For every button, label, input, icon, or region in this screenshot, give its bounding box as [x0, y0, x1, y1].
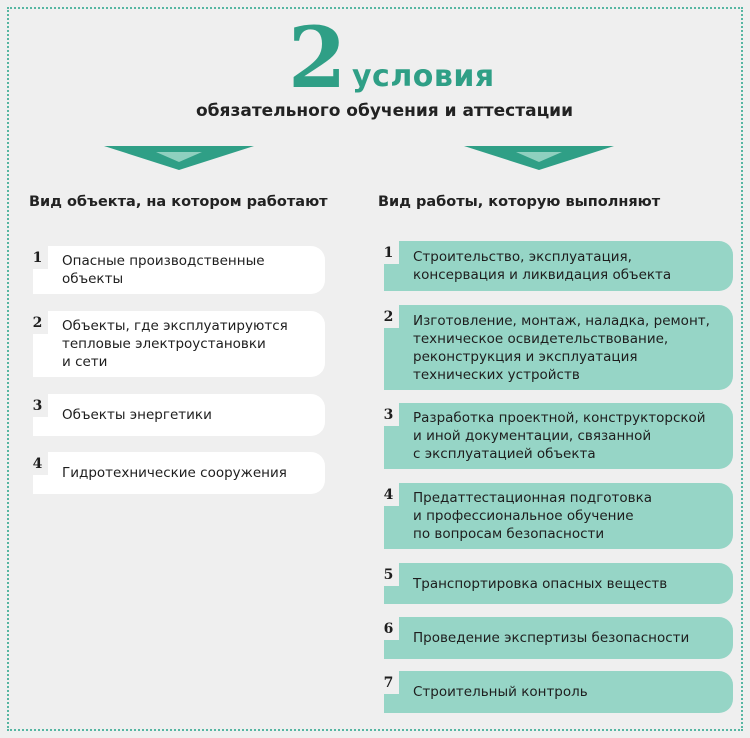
title-word: условия: [352, 59, 495, 94]
item-text: Опасные производственные объекты: [62, 253, 265, 287]
left-item-3: [33, 394, 325, 436]
right-item-5: [384, 563, 733, 604]
left-item-1: [33, 246, 325, 294]
item-text: Предаттестационная подготовка и профессиональное обучение по вопросам безопасности: [413, 490, 653, 542]
item-text: Разработка проектной, конструкторской и иной документации, связанной с эксплуатацией объекта: [413, 410, 706, 462]
right-item-1: [384, 241, 733, 291]
item-text: Транспортировка опасных веществ: [413, 575, 668, 592]
left-item-4: [33, 452, 325, 494]
item-number-badge: 2: [378, 305, 399, 328]
item-text: Объекты, где эксплуатируются тепловые электроустановки и сети: [62, 318, 288, 370]
item-text: Изготовление, монтаж, наладка, ремонт, техническое освидетельствование, реконструкция и эксплуатация технических устройств: [413, 312, 710, 383]
item-number-badge: 3: [27, 394, 48, 417]
item-text: Проведение экспертизы безопасности: [413, 630, 690, 646]
item-number-badge: 5: [378, 563, 399, 586]
subtitle: обязательного обучения и аттестации: [196, 101, 573, 121]
item-number-badge: 4: [27, 452, 48, 475]
chevron-down-icon: [464, 146, 614, 170]
right-item-3: [384, 403, 733, 469]
left-column-header: Вид объекта, на котором работают: [29, 194, 328, 210]
item-number-badge: 1: [378, 241, 399, 264]
item-number-badge: 3: [378, 403, 399, 426]
right-column-header: Вид работы, которую выполняют: [378, 194, 661, 210]
title-number: 2: [288, 8, 347, 107]
chevron-down-icon: [104, 146, 254, 170]
item-number-badge: 4: [378, 483, 399, 506]
item-text: Строительство, эксплуатация, консервация и ликвидация объекта: [413, 249, 672, 283]
right-item-6: [384, 617, 733, 659]
item-number-badge: 6: [378, 617, 399, 640]
item-text: Гидротехнические сооружения: [62, 465, 287, 481]
item-text: Строительный контроль: [413, 684, 588, 700]
item-number-badge: 1: [27, 246, 48, 269]
right-item-4: [384, 483, 733, 549]
left-item-2: [33, 311, 325, 377]
right-item-2: [384, 305, 733, 390]
item-number-badge: 7: [378, 671, 399, 694]
item-number-badge: 2: [27, 311, 48, 334]
right-item-7: [384, 671, 733, 713]
item-text: Объекты энергетики: [62, 407, 212, 423]
